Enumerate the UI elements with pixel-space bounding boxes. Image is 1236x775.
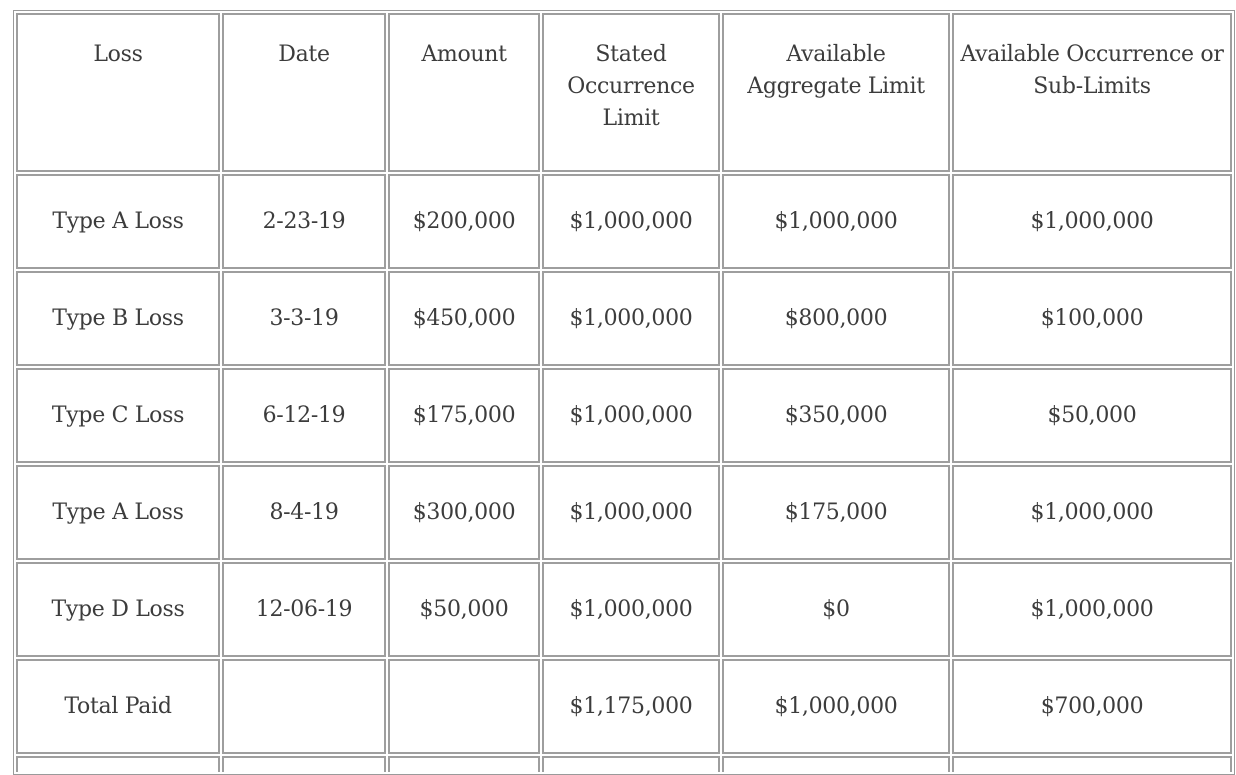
cell-loss: Type A Loss: [16, 465, 220, 560]
cell-stated-occurrence-limit: $1,000,000: [542, 271, 720, 366]
table-row: [16, 465, 1232, 560]
cell-total-date: [222, 659, 386, 754]
cell-date: 3-3-19: [222, 271, 386, 366]
cell-loss: Type D Loss: [16, 562, 220, 657]
cell-available-aggregate-limit: $175,000: [722, 465, 950, 560]
loss-limits-table: [13, 10, 1235, 775]
cell-total-amount: [388, 659, 540, 754]
cell-amount: $175,000: [388, 368, 540, 463]
cell-amount: $200,000: [388, 174, 540, 269]
cell-total-stated-occurrence-limit: $1,175,000: [542, 659, 720, 754]
cell-available-occurrence-sub-limits: $50,000: [952, 368, 1232, 463]
cell-date: 8-4-19: [222, 465, 386, 560]
header-available-aggregate-limit: Available Aggregate Limit: [722, 13, 950, 172]
cell-loss: Type A Loss: [16, 174, 220, 269]
header-stated-occurrence-limit: Stated Occurrence Limit: [542, 13, 720, 172]
cell-amount: $300,000: [388, 465, 540, 560]
table-row: [16, 368, 1232, 463]
cell-total-label: Total Paid: [16, 659, 220, 754]
cell-stated-occurrence-limit: $1,000,000: [542, 368, 720, 463]
cell-available-aggregate-limit: $800,000: [722, 271, 950, 366]
cell-date: 2-23-19: [222, 174, 386, 269]
table-row: [16, 562, 1232, 657]
cell-total-available-occurrence-sub-limits: $700,000: [952, 659, 1232, 754]
cell-available-aggregate-limit: $350,000: [722, 368, 950, 463]
table-header-row: [16, 13, 1232, 172]
cell-loss: Type B Loss: [16, 271, 220, 366]
cell-total-available-aggregate-limit: $1,000,000: [722, 659, 950, 754]
cell-amount: $50,000: [388, 562, 540, 657]
header-loss: Loss: [16, 13, 220, 172]
cell-stated-occurrence-limit: $1,000,000: [542, 465, 720, 560]
cell-stated-occurrence-limit: $1,000,000: [542, 174, 720, 269]
header-available-occurrence-sub-limits: Available Occurrence or Sub-Limits: [952, 13, 1232, 172]
cell-loss: Type C Loss: [16, 368, 220, 463]
cell-available-aggregate-limit: $0: [722, 562, 950, 657]
table-row: [16, 174, 1232, 269]
cell-available-occurrence-sub-limits: $1,000,000: [952, 562, 1232, 657]
header-date: Date: [222, 13, 386, 172]
loss-table-container: [13, 10, 1235, 775]
cell-available-occurrence-sub-limits: $1,000,000: [952, 174, 1232, 269]
cell-date: 12-06-19: [222, 562, 386, 657]
cell-amount: $450,000: [388, 271, 540, 366]
cell-stated-occurrence-limit: $1,000,000: [542, 562, 720, 657]
cell-available-occurrence-sub-limits: $100,000: [952, 271, 1232, 366]
header-amount: Amount: [388, 13, 540, 172]
table-total-row: [16, 659, 1232, 754]
cell-available-aggregate-limit: $1,000,000: [722, 174, 950, 269]
table-row: [16, 271, 1232, 366]
cell-date: 6-12-19: [222, 368, 386, 463]
cell-available-occurrence-sub-limits: $1,000,000: [952, 465, 1232, 560]
